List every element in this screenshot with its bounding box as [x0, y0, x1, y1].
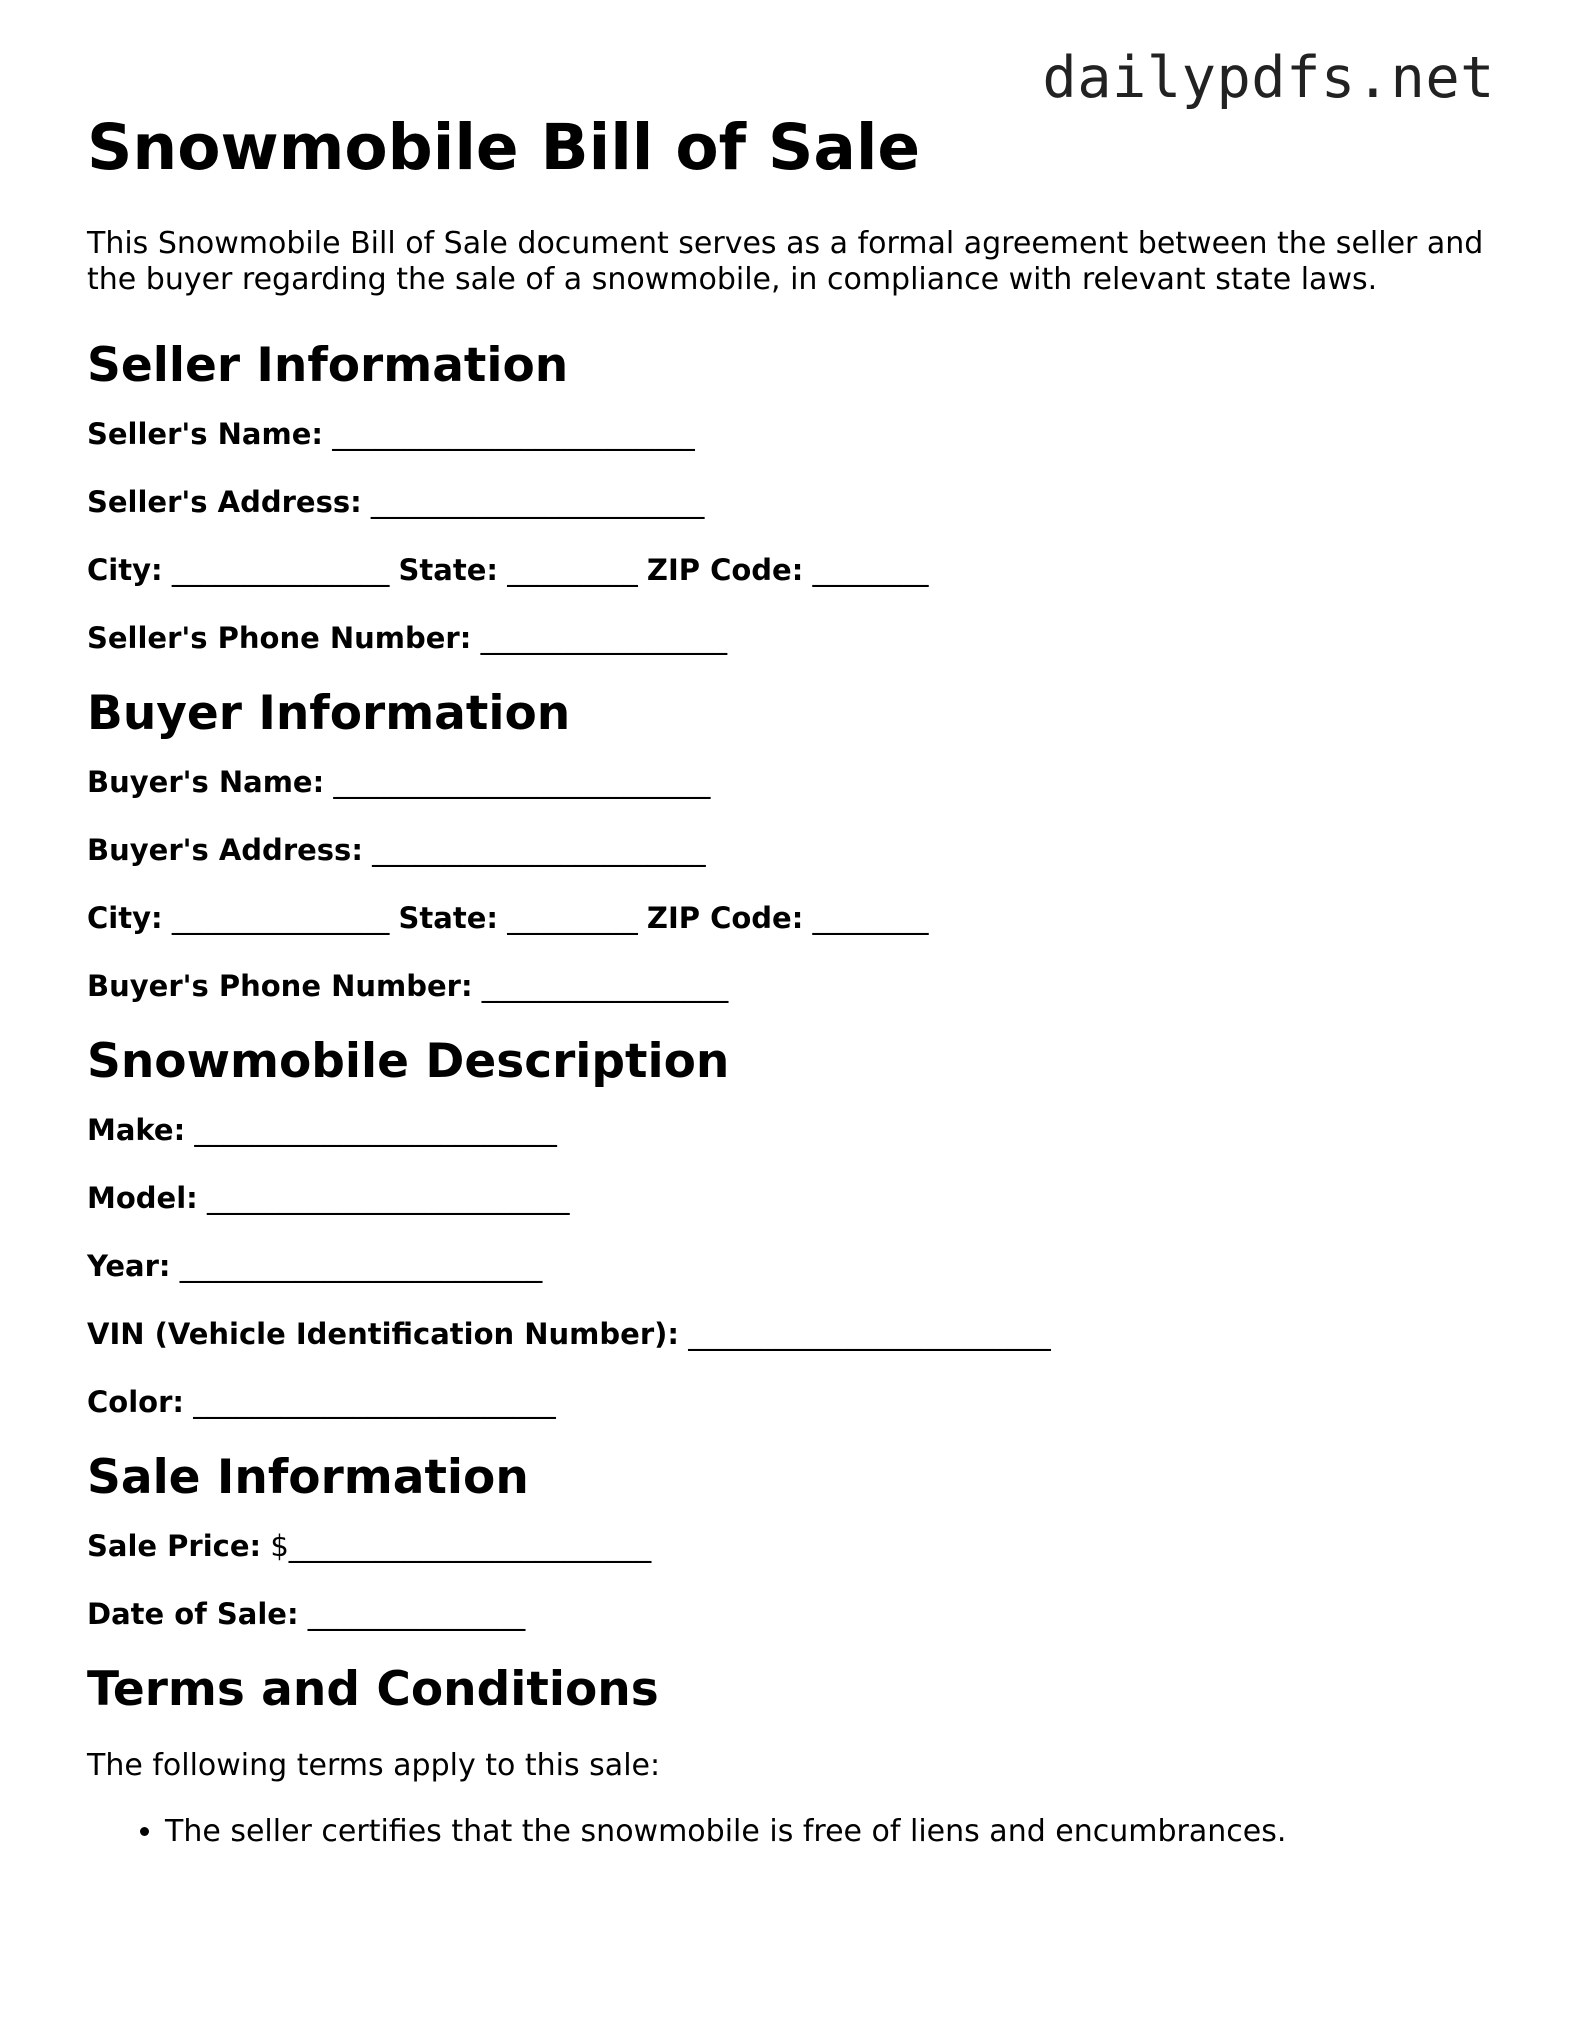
seller-phone-blank[interactable]: _________________	[480, 621, 728, 655]
vin-label: VIN (Vehicle Identification Number):	[87, 1317, 679, 1351]
seller-phone-field[interactable]	[87, 620, 1497, 656]
buyer-phone-field[interactable]	[87, 968, 1497, 1004]
seller-fields	[87, 416, 1497, 656]
terms-intro: The following terms apply to this sale:	[87, 1748, 661, 1783]
seller-state-blank[interactable]: _________	[507, 553, 638, 587]
date-of-sale-label: Date of Sale:	[87, 1597, 299, 1631]
seller-state-label: State:	[398, 553, 498, 587]
buyer-address-blank[interactable]: _______________________	[372, 833, 706, 867]
terms-heading: Terms and Conditions	[87, 1662, 659, 1717]
seller-address-label: Seller's Address:	[87, 485, 362, 519]
date-of-sale-blank[interactable]: _______________	[307, 1597, 526, 1631]
make-field[interactable]	[87, 1112, 1497, 1148]
sale-price-field[interactable]	[87, 1528, 1497, 1564]
buyer-name-blank[interactable]: __________________________	[333, 765, 711, 799]
sale-heading: Sale Information	[87, 1450, 529, 1505]
color-label: Color:	[87, 1385, 184, 1419]
model-blank[interactable]: _________________________	[206, 1181, 570, 1215]
year-label: Year:	[87, 1249, 171, 1283]
date-of-sale-field[interactable]	[87, 1596, 1497, 1632]
buyer-phone-blank[interactable]: _________________	[481, 969, 729, 1003]
seller-city-label: City:	[87, 553, 163, 587]
buyer-name-field[interactable]	[87, 764, 1497, 800]
sale-price-label: Sale Price:	[87, 1529, 262, 1563]
make-label: Make:	[87, 1113, 186, 1147]
sale-price-blank[interactable]: $_________________________	[270, 1529, 652, 1563]
intro-paragraph: This Snowmobile Bill of Sale document serves as a formal agreement between the seller and the buyer regarding the sale of a snowmobile, in compliance with relevant state laws.	[87, 226, 1484, 297]
buyer-state-label: State:	[398, 901, 498, 935]
seller-address-blank[interactable]: _______________________	[370, 485, 705, 519]
make-blank[interactable]: _________________________	[194, 1113, 557, 1147]
model-label: Model:	[87, 1181, 198, 1215]
seller-address-field[interactable]	[87, 484, 1497, 520]
seller-zip-label: ZIP Code:	[646, 553, 804, 587]
seller-name-field[interactable]	[87, 416, 1497, 452]
year-blank[interactable]: _________________________	[179, 1249, 543, 1283]
year-field[interactable]	[87, 1248, 1497, 1284]
seller-zip-blank[interactable]: ________	[812, 553, 929, 587]
color-field[interactable]	[87, 1384, 1497, 1420]
buyer-state-blank[interactable]: _________	[507, 901, 638, 935]
description-fields	[87, 1112, 1497, 1420]
watermark: dailypdfs.net	[1042, 45, 1495, 111]
buyer-zip-label: ZIP Code:	[646, 901, 804, 935]
buyer-city-blank[interactable]: _______________	[171, 901, 390, 935]
buyer-phone-label: Buyer's Phone Number:	[87, 969, 473, 1003]
terms-list	[87, 1814, 1497, 1850]
color-blank[interactable]: _________________________	[193, 1385, 556, 1419]
seller-heading: Seller Information	[87, 338, 569, 393]
seller-name-label: Seller's Name:	[87, 417, 323, 451]
buyer-zip-blank[interactable]: ________	[812, 901, 929, 935]
buyer-heading: Buyer Information	[87, 686, 571, 741]
terms-list-item: • The seller certifies that the snowmobile is free of liens and encumbrances.	[165, 1814, 1497, 1850]
document-title: Snowmobile Bill of Sale	[87, 111, 921, 184]
document-page	[87, 108, 1497, 1850]
seller-city-state-zip-row	[87, 552, 1497, 588]
description-heading: Snowmobile Description	[87, 1034, 730, 1089]
buyer-fields	[87, 764, 1497, 1004]
buyer-name-label: Buyer's Name:	[87, 765, 325, 799]
buyer-address-label: Buyer's Address:	[87, 833, 363, 867]
seller-city-blank[interactable]: _______________	[171, 553, 390, 587]
vin-blank[interactable]: _________________________	[688, 1317, 1051, 1351]
vin-field[interactable]	[87, 1316, 1497, 1352]
model-field[interactable]	[87, 1180, 1497, 1216]
seller-name-blank[interactable]: _________________________	[332, 417, 695, 451]
buyer-city-label: City:	[87, 901, 163, 935]
sale-fields	[87, 1528, 1497, 1632]
buyer-address-field[interactable]	[87, 832, 1497, 868]
seller-phone-label: Seller's Phone Number:	[87, 621, 472, 655]
buyer-city-state-zip-row	[87, 900, 1497, 936]
